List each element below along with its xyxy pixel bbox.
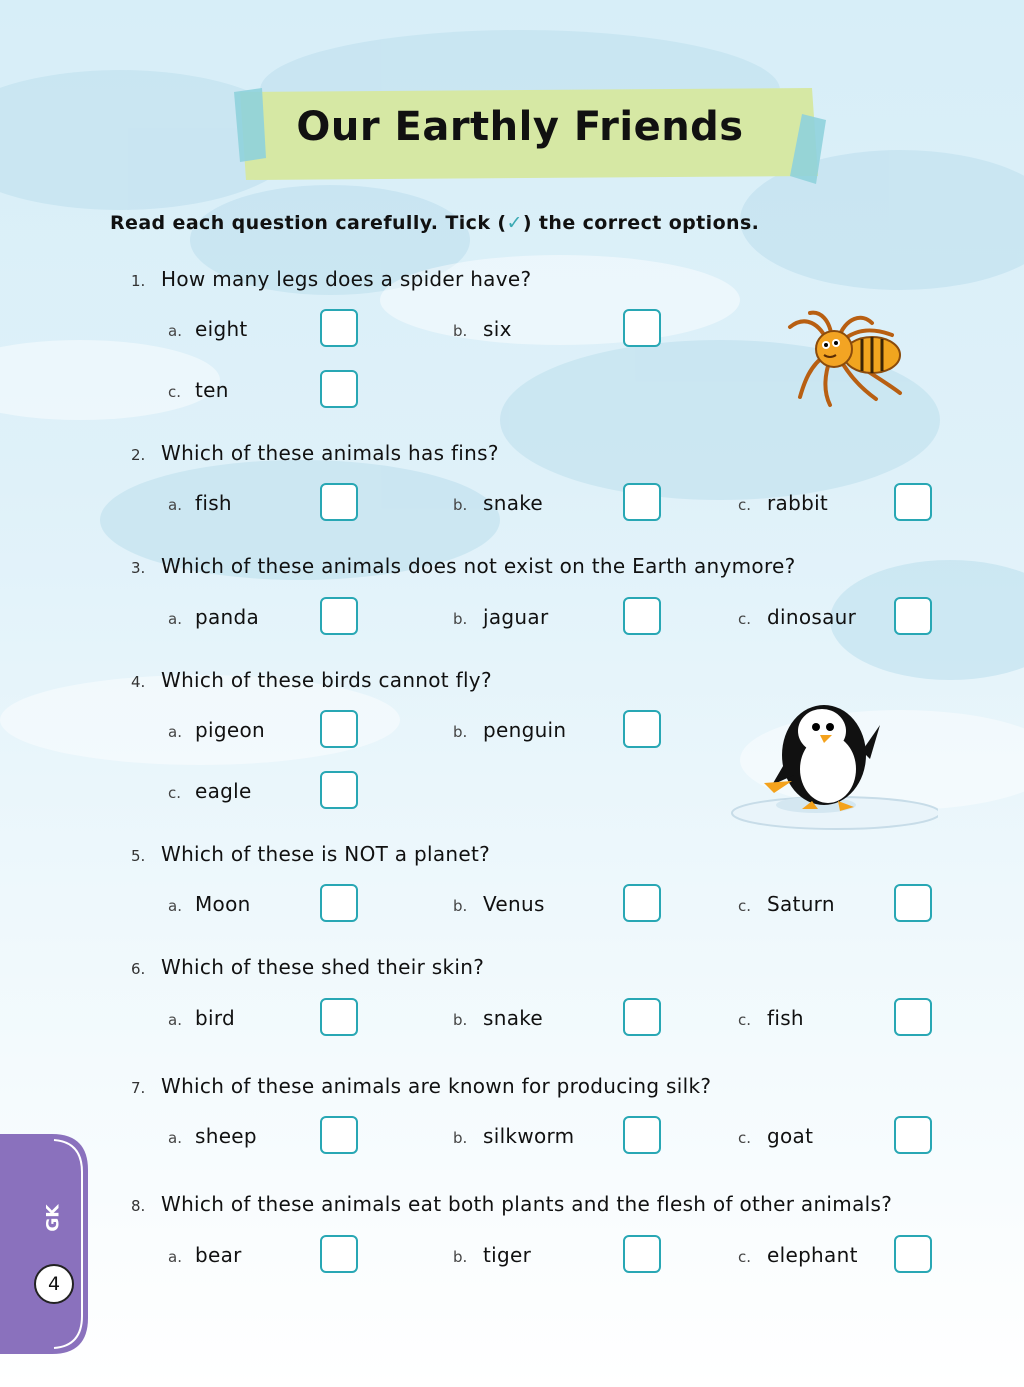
option-letter: a. — [168, 1248, 182, 1266]
option-letter: a. — [168, 322, 182, 340]
option-letter: b. — [453, 897, 468, 915]
answer-checkbox[interactable] — [623, 710, 661, 748]
penguin-icon — [726, 695, 938, 835]
option-letter: c. — [168, 784, 182, 802]
option-letter: b. — [453, 322, 468, 340]
option-letter: b. — [453, 1011, 468, 1029]
option-letter: c. — [738, 897, 752, 915]
option-text: dinosaur — [767, 605, 857, 629]
answer-checkbox[interactable] — [320, 710, 358, 748]
option-text: eagle — [195, 779, 252, 803]
question-text: Which of these animals has fins? — [161, 441, 499, 465]
option-text: bird — [195, 1006, 236, 1030]
option-letter: b. — [453, 610, 468, 628]
option-text: Saturn — [767, 892, 835, 916]
answer-checkbox[interactable] — [320, 1235, 358, 1273]
option-letter: c. — [738, 496, 752, 514]
spider-icon — [780, 305, 910, 410]
option-letter: b. — [453, 496, 468, 514]
option-letter: c. — [738, 1011, 752, 1029]
answer-checkbox[interactable] — [623, 998, 661, 1036]
option-text: panda — [195, 605, 260, 629]
page-title: Our Earthly Friends — [296, 104, 744, 150]
option-letter: a. — [168, 897, 182, 915]
answer-checkbox[interactable] — [320, 884, 358, 922]
question-text: Which of these animals are known for producing silk? — [161, 1074, 712, 1098]
option-letter: b. — [453, 1129, 468, 1147]
answer-checkbox[interactable] — [623, 483, 661, 521]
answer-checkbox[interactable] — [320, 309, 358, 347]
answer-checkbox[interactable] — [320, 1116, 358, 1154]
option-text: silkworm — [483, 1124, 575, 1148]
answer-checkbox[interactable] — [894, 998, 932, 1036]
question-number: 1. — [131, 272, 146, 290]
option-letter: c. — [738, 1129, 752, 1147]
option-letter: c. — [738, 610, 752, 628]
answer-checkbox[interactable] — [623, 309, 661, 347]
option-letter: a. — [168, 496, 182, 514]
question-number: 5. — [131, 847, 146, 865]
answer-checkbox[interactable] — [623, 884, 661, 922]
instructions: Read each question carefully. Tick (✓) the correct options. — [110, 212, 760, 234]
answer-checkbox[interactable] — [623, 1116, 661, 1154]
answer-checkbox[interactable] — [320, 597, 358, 635]
option-letter: a. — [168, 723, 182, 741]
answer-checkbox[interactable] — [320, 370, 358, 408]
option-text: Venus — [483, 892, 545, 916]
answer-checkbox[interactable] — [894, 884, 932, 922]
option-text: fish — [767, 1006, 804, 1030]
subject-label: GK — [43, 1204, 64, 1232]
question-number: 7. — [131, 1079, 146, 1097]
option-text: pigeon — [195, 718, 265, 742]
answer-checkbox[interactable] — [894, 597, 932, 635]
answer-checkbox[interactable] — [894, 1235, 932, 1273]
answer-checkbox[interactable] — [894, 483, 932, 521]
option-letter: a. — [168, 1011, 182, 1029]
option-letter: c. — [168, 383, 182, 401]
option-text: snake — [483, 1006, 544, 1030]
option-text: six — [483, 317, 512, 341]
answer-checkbox[interactable] — [320, 771, 358, 809]
answer-checkbox[interactable] — [894, 1116, 932, 1154]
option-text: penguin — [483, 718, 567, 742]
option-text: rabbit — [767, 491, 829, 515]
option-letter: c. — [738, 1248, 752, 1266]
question-number: 8. — [131, 1197, 146, 1215]
tick-mark-icon: ✓ — [506, 212, 523, 234]
option-text: goat — [767, 1124, 814, 1148]
question-number: 2. — [131, 446, 146, 464]
question-text: Which of these shed their skin? — [161, 955, 485, 979]
option-text: tiger — [483, 1243, 532, 1267]
question-number: 3. — [131, 559, 146, 577]
option-text: fish — [195, 491, 232, 515]
option-letter: a. — [168, 610, 182, 628]
option-text: ten — [195, 378, 229, 402]
page-number: 4 — [34, 1264, 74, 1304]
option-letter: b. — [453, 1248, 468, 1266]
answer-checkbox[interactable] — [623, 597, 661, 635]
question-number: 6. — [131, 960, 146, 978]
question-text: How many legs does a spider have? — [161, 267, 532, 291]
question-text: Which of these animals eat both plants and the flesh of other animals? — [161, 1192, 893, 1216]
option-text: Moon — [195, 892, 251, 916]
option-text: snake — [483, 491, 544, 515]
option-text: sheep — [195, 1124, 257, 1148]
option-text: jaguar — [483, 605, 549, 629]
question-text: Which of these birds cannot fly? — [161, 668, 492, 692]
option-letter: a. — [168, 1129, 182, 1147]
question-text: Which of these animals does not exist on the Earth anymore? — [161, 554, 796, 578]
option-text: elephant — [767, 1243, 858, 1267]
question-number: 4. — [131, 673, 146, 691]
option-letter: b. — [453, 723, 468, 741]
answer-checkbox[interactable] — [623, 1235, 661, 1273]
option-text: eight — [195, 317, 248, 341]
answer-checkbox[interactable] — [320, 998, 358, 1036]
question-text: Which of these is NOT a planet? — [161, 842, 491, 866]
option-text: bear — [195, 1243, 242, 1267]
side-tab — [0, 1134, 92, 1354]
answer-checkbox[interactable] — [320, 483, 358, 521]
